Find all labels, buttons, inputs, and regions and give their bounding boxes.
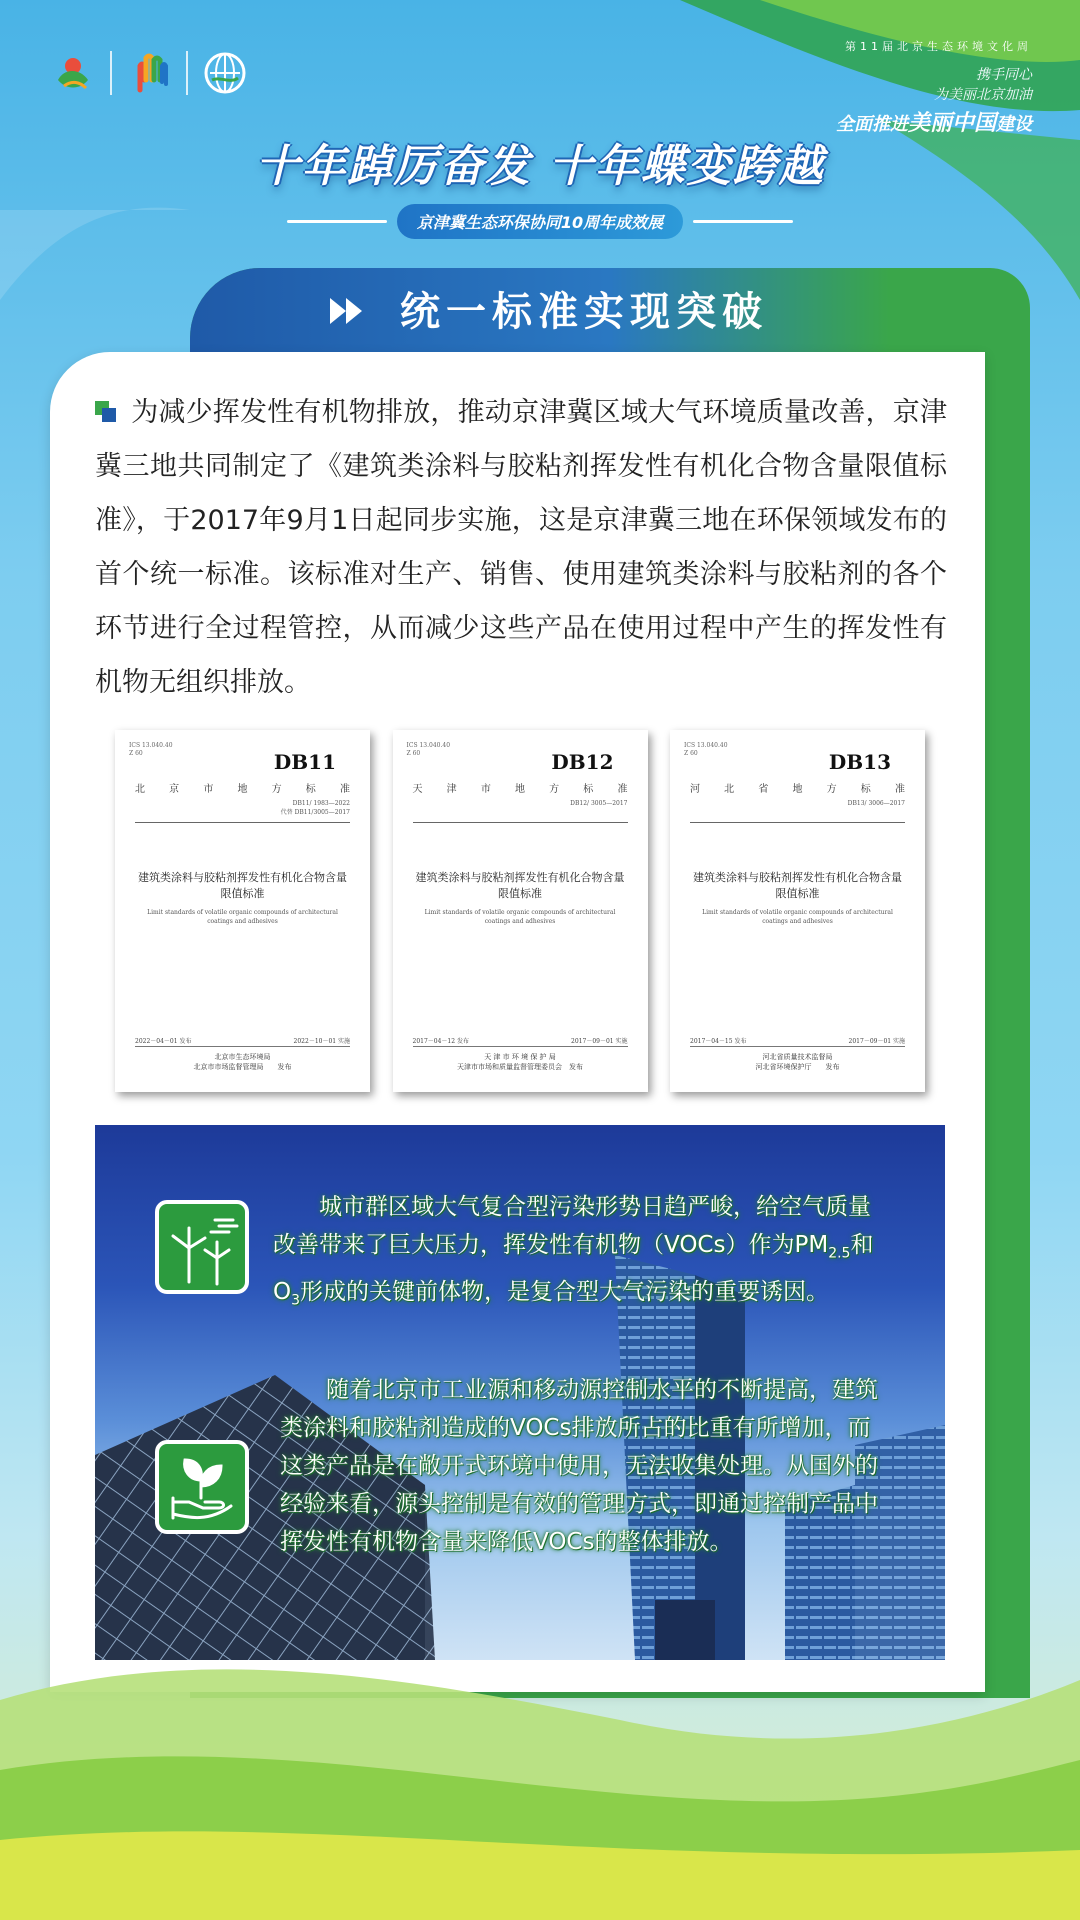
colorful-hand-icon [126, 50, 172, 96]
event-edition: 第11届北京生态环境文化周 [845, 40, 1032, 53]
doc-meta: ICS 13.040.40 Z 60 [129, 742, 173, 757]
slogan-prefix: 全面推进 [835, 114, 908, 135]
doc-title-en: Limit standards of volatile organic compounds of architectural coatings and adhesives [702, 909, 893, 925]
doc-region: 天 津 市 地 方 标 准 [412, 784, 628, 795]
doc-title: 建筑类涂料与胶粘剂挥发性有机化合物含量限值标准 [693, 871, 902, 900]
leaf-person-icon [50, 50, 96, 96]
globe-logo [202, 50, 248, 96]
doc-dates: 2022－04－01 发布 2022－10－01 实施 [135, 1038, 350, 1045]
photo-text-2: 随着北京市工业源和移动源控制水平的不断提高，建筑类涂料和胶粘剂造成的VOCs排放所占的比重有所增加，而这类产品是在敞开式环境中使用，无法收集处理。从国外的经验来看，源头控制是有效的管理方式，即通过控制产品中挥发性有机物含量来降低VOCs的整体排放。 [280, 1377, 878, 1555]
doc-code: DB13 [828, 750, 891, 774]
headline-main: 十年踔厉奋发 十年蝶变跨越 [255, 141, 825, 192]
doc-dates: 2017－04－12 发布 2017－09－01 实施 [412, 1038, 628, 1045]
section-title: 统一标准实现突破 [400, 289, 768, 335]
doc-rule [135, 1046, 350, 1047]
doc-rule [413, 1046, 628, 1047]
doc-code: DB12 [551, 750, 614, 774]
event-slogan-1: 携手同心 [976, 67, 1032, 83]
doc-rule [690, 822, 905, 823]
doc-rule [135, 822, 350, 823]
logo-group [50, 50, 248, 96]
doc-title-en: Limit standards of volatile organic compounds of architectural coatings and adhesives [147, 909, 338, 925]
doc-region: 北 京 市 地 方 标 准 [135, 784, 350, 795]
doc-region: 河 北 省 地 方 标 准 [690, 784, 905, 795]
headline-sub-wrap [0, 204, 1080, 239]
doc-number: DB13/ 3006—2017 [847, 800, 905, 807]
intro-text: 为减少挥发性有机物排放，推动京津冀区域大气环境质量改善，京津冀三地共同制定了《建筑类涂料与胶粘剂挥发性有机化合物含量限值标准》，于2017年9月1日起同步实施，这是京津冀三地在环保领域发布的首个统一标准。该标准对生产、销售、使用建筑类涂料与胶粘剂的各个环节进行全过程管控，从而减少这些产品在使用过程中产生的挥发性有机物无组织排放。 [95, 397, 947, 698]
bottom-waves [0, 1620, 1080, 1920]
intro-paragraph [95, 386, 947, 710]
slogan-suffix: 建设 [996, 114, 1032, 135]
event-slogan-2: 为美丽北京加油 [934, 87, 1032, 103]
slogan-emphasis: 美丽中国 [907, 111, 996, 136]
logo-divider [110, 51, 112, 95]
event-branding [822, 38, 1032, 137]
document-db12 [393, 730, 648, 1092]
doc-dates: 2017－04－15 发布 2017－09－01 实施 [690, 1038, 905, 1045]
logo-divider [186, 51, 188, 95]
doc-number: DB11/ 1983—2022 代替 DB11/3005—2017 [280, 800, 350, 816]
globe-icon [202, 50, 248, 96]
doc-meta: ICS 13.040.40 Z 60 [684, 742, 728, 757]
doc-code: DB11 [273, 750, 336, 774]
doc-issuer: 北京市生态环境局 北京市市场监督管理局 发布 [193, 1053, 292, 1071]
doc-title-en: Limit standards of volatile organic compounds of architectural coatings and adhesives [424, 909, 616, 925]
photo-text-1: 城市群区域大气复合型污染形势日趋严峻，给空气质量改善带来了巨大压力，挥发性有机物（VOCs）作为$PM_{2.5}$和$O_3$形成的关键前体物，是复合型大气污染的重要诱因。 [273, 1194, 874, 1309]
doc-title: 建筑类涂料与胶粘剂挥发性有机化合物含量限值标准 [138, 871, 347, 900]
document-db13 [670, 730, 925, 1092]
headline [0, 130, 1080, 239]
doc-rule [413, 822, 628, 823]
doc-number: DB12/ 3005—2017 [570, 800, 628, 807]
eco-culture-week-logo [50, 50, 96, 96]
headline-rule-left [287, 220, 387, 223]
standards-documents [115, 730, 925, 1092]
headline-rule-right [693, 220, 793, 223]
hands-logo [126, 50, 172, 96]
doc-title: 建筑类涂料与胶粘剂挥发性有机化合物含量限值标准 [415, 871, 625, 900]
doc-meta: ICS 13.040.40 Z 60 [406, 742, 451, 757]
city-photo-panel [95, 1125, 945, 1660]
document-db11 [115, 730, 370, 1092]
doc-rule [690, 1046, 905, 1047]
square-bullet-icon [95, 401, 117, 423]
wind-turbine-icon [155, 1200, 249, 1294]
double-arrow-icon [330, 298, 364, 324]
headline-sub: 京津冀生态环保协同10周年成效展 [397, 204, 683, 239]
plant-in-hand-icon [155, 1440, 249, 1534]
doc-issuer: 河北省质量技术监督局 河北省环境保护厅 发布 [755, 1053, 840, 1071]
doc-issuer: 天 津 市 环 境 保 护 局 天津市市场和质量监督管理委员会 发布 [457, 1053, 583, 1071]
